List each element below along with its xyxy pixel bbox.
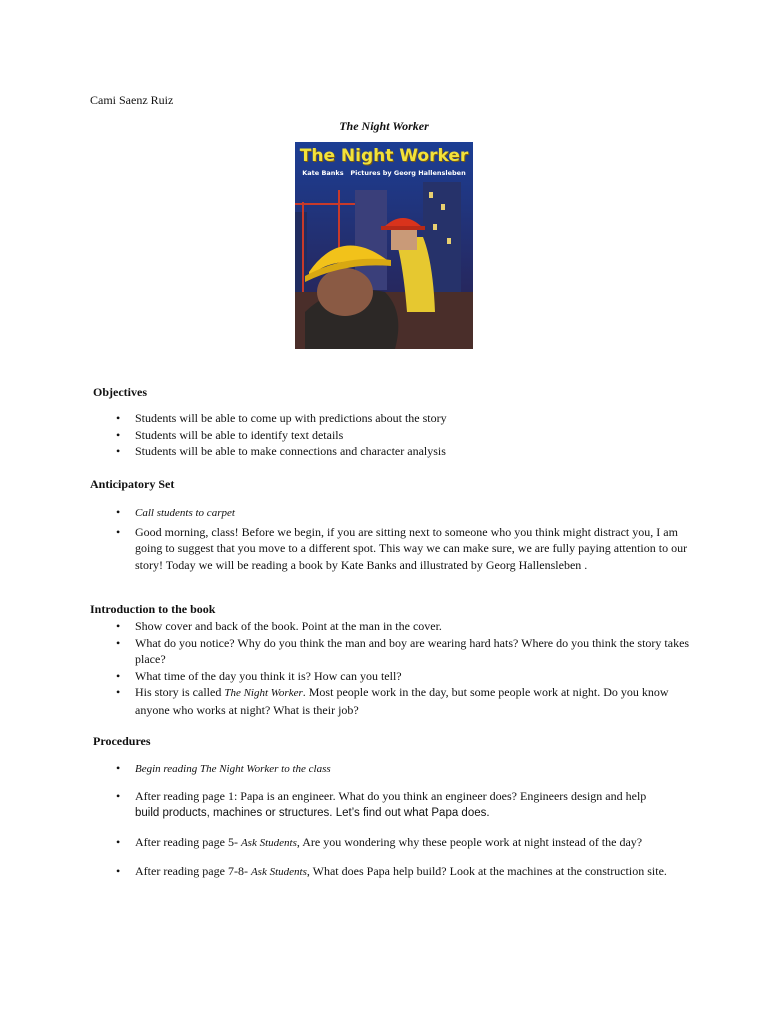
objectives-list: [91, 410, 711, 460]
anticipatory-list: [91, 504, 691, 573]
list-item: • What time of the day you think it is? How can you tell?: [91, 668, 691, 685]
cover-author-line: Kate Banks Pictures by Georg Hallensleben: [302, 169, 466, 177]
list-item-text: build products, machines or structures. Let’s find out what Papa does.: [135, 807, 490, 819]
procedures-heading: Procedures: [93, 734, 151, 748]
list-item-text: Begin reading The Night Worker to the class: [135, 763, 331, 775]
list-item-text: His story is called: [135, 685, 225, 699]
ask-students-label: Ask Students: [250, 866, 307, 878]
list-item: [91, 760, 691, 778]
book-title-inline: The Night Worker: [224, 687, 303, 699]
anticipatory-heading: Anticipatory Set: [90, 477, 175, 491]
list-item-text: Call students to carpet: [135, 507, 235, 519]
introduction-list: [91, 618, 691, 718]
list-item: [91, 788, 691, 822]
list-item: • What do you notice? Why do you think the man and boy are wearing hard hats? Where do you think the story takes place?: [91, 635, 691, 668]
author-name: Cami Saenz Ruiz: [90, 93, 174, 107]
introduction-heading: Introduction to the book: [90, 602, 216, 616]
list-item-text: After reading page 7-8-: [135, 864, 251, 878]
list-item: [91, 863, 691, 881]
list-item-text: , What does Papa help build? Look at the machines at the construction site.: [306, 864, 667, 878]
objectives-heading: Objectives: [93, 385, 147, 399]
book-cover-image: [295, 142, 473, 349]
list-item: [91, 504, 691, 522]
list-item: • Show cover and back of the book. Point at the man in the cover.: [91, 618, 691, 635]
list-item: [91, 834, 691, 852]
list-item: • Good morning, class! Before we begin, if you are sitting next to someone who you think might distract you, I am going to suggest that you move to a different spot. This way we can make sure, we are fully paying attention to our story! Today we will be reading a book by Kate Banks and illustrated by Georg Hallensleben .: [91, 524, 691, 574]
list-item: • Students will be able to come up with predictions about the story: [91, 410, 711, 427]
list-item: [91, 684, 691, 718]
procedures-list: [91, 760, 691, 881]
ask-students-label: Ask Students: [240, 836, 297, 849]
list-item-text: , Are you wondering why these people work at night instead of the day?: [296, 834, 643, 849]
list-item-text: After reading page 5-: [135, 834, 241, 849]
cover-title: The Night Worker: [299, 146, 469, 166]
list-item-text: After reading page 1: Papa is an engineer. What do you think an engineer does? Engineers design and help: [135, 788, 647, 803]
list-item: • Students will be able to identify text details: [91, 427, 711, 444]
document-title: The Night Worker: [339, 119, 429, 133]
list-item-text: . Most people work in the day, but some people work at night. Do you know anyone who works at night? What is their job?: [135, 685, 669, 717]
list-item: • Students will be able to make connections and character analysis: [91, 443, 711, 460]
